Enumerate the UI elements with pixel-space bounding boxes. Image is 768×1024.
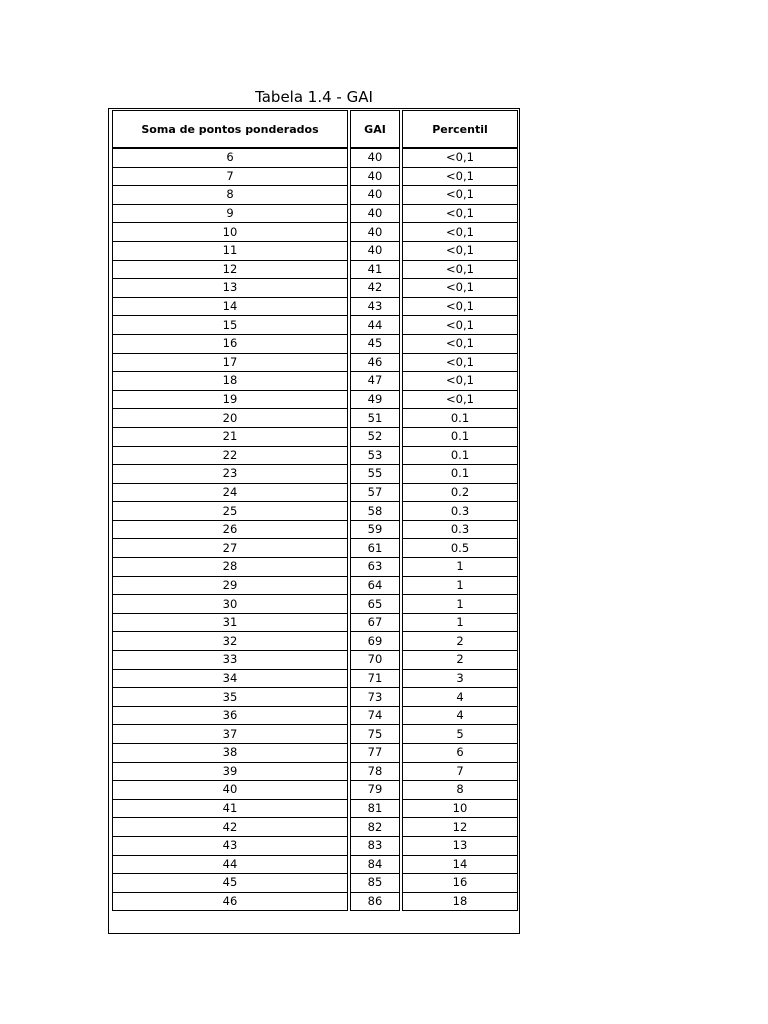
soma-cell: 40: [112, 781, 348, 800]
table-row: [112, 242, 518, 261]
percentil-cell: 1: [402, 577, 518, 596]
percentil-cell: <0,1: [402, 148, 518, 168]
soma-cell: 31: [112, 614, 348, 633]
table-row: [112, 447, 518, 466]
gai-cell: 70: [350, 651, 400, 670]
gai-cell: 74: [350, 707, 400, 726]
table-row: [112, 148, 518, 168]
soma-cell: 19: [112, 391, 348, 410]
percentil-cell: 0.1: [402, 428, 518, 447]
gai-cell: 45: [350, 335, 400, 354]
soma-cell: 9: [112, 205, 348, 224]
table-row: [112, 316, 518, 335]
gai-cell: 52: [350, 428, 400, 447]
percentil-cell: 12: [402, 818, 518, 837]
soma-cell: 26: [112, 521, 348, 540]
gai-cell: 61: [350, 539, 400, 558]
gai-cell: 67: [350, 614, 400, 633]
gai-cell: 40: [350, 186, 400, 205]
soma-cell: 13: [112, 279, 348, 298]
table-row: [112, 670, 518, 689]
table-row: [112, 409, 518, 428]
table-row: [112, 279, 518, 298]
percentil-cell: 1: [402, 614, 518, 633]
percentil-cell: 4: [402, 707, 518, 726]
gai-cell: 57: [350, 484, 400, 503]
table-row: [112, 484, 518, 503]
gai-cell: 40: [350, 223, 400, 242]
gai-cell: 44: [350, 316, 400, 335]
table-row: [112, 651, 518, 670]
percentil-cell: 7: [402, 763, 518, 782]
soma-cell: 36: [112, 707, 348, 726]
gai-cell: 71: [350, 670, 400, 689]
gai-cell: 41: [350, 261, 400, 280]
gai-cell: 82: [350, 818, 400, 837]
gai-cell: 53: [350, 447, 400, 466]
soma-cell: 12: [112, 261, 348, 280]
soma-cell: 16: [112, 335, 348, 354]
gai-cell: 40: [350, 148, 400, 168]
soma-cell: 43: [112, 837, 348, 856]
table-header-row: [112, 110, 518, 148]
table-body: [112, 148, 518, 911]
percentil-cell: 0.3: [402, 502, 518, 521]
percentil-cell: <0,1: [402, 316, 518, 335]
percentil-cell: 1: [402, 558, 518, 577]
soma-cell: 29: [112, 577, 348, 596]
table-row: [112, 465, 518, 484]
header-soma: Soma de pontos ponderados: [112, 110, 348, 148]
table-row: [112, 186, 518, 205]
percentil-cell: 1: [402, 595, 518, 614]
gai-cell: 40: [350, 242, 400, 261]
table-row: [112, 632, 518, 651]
percentil-cell: 0.1: [402, 447, 518, 466]
table-row: [112, 223, 518, 242]
table-row: [112, 577, 518, 596]
percentil-cell: 0.2: [402, 484, 518, 503]
table-row: [112, 781, 518, 800]
table-row: [112, 818, 518, 837]
soma-cell: 46: [112, 893, 348, 912]
gai-cell: 42: [350, 279, 400, 298]
table-row: [112, 595, 518, 614]
percentil-cell: 2: [402, 632, 518, 651]
soma-cell: 25: [112, 502, 348, 521]
gai-cell: 55: [350, 465, 400, 484]
table-row: [112, 428, 518, 447]
soma-cell: 20: [112, 409, 348, 428]
percentil-cell: <0,1: [402, 279, 518, 298]
percentil-cell: 4: [402, 688, 518, 707]
percentil-cell: 3: [402, 670, 518, 689]
percentil-cell: 13: [402, 837, 518, 856]
soma-cell: 28: [112, 558, 348, 577]
header-percentil: Percentil: [402, 110, 518, 148]
percentil-cell: 0.3: [402, 521, 518, 540]
soma-cell: 18: [112, 372, 348, 391]
gai-cell: 78: [350, 763, 400, 782]
table-title: Tabela 1.4 - GAI: [255, 88, 373, 106]
soma-cell: 14: [112, 298, 348, 317]
percentil-cell: <0,1: [402, 391, 518, 410]
table-row: [112, 261, 518, 280]
gai-cell: 75: [350, 725, 400, 744]
percentil-cell: <0,1: [402, 261, 518, 280]
gai-cell: 40: [350, 205, 400, 224]
table-row: [112, 893, 518, 912]
table-row: [112, 205, 518, 224]
soma-cell: 38: [112, 744, 348, 763]
table-row: [112, 614, 518, 633]
gai-cell: 84: [350, 856, 400, 875]
percentil-cell: <0,1: [402, 335, 518, 354]
percentil-cell: 6: [402, 744, 518, 763]
soma-cell: 10: [112, 223, 348, 242]
soma-cell: 8: [112, 186, 348, 205]
table-row: [112, 688, 518, 707]
percentil-cell: <0,1: [402, 298, 518, 317]
percentil-cell: 2: [402, 651, 518, 670]
gai-cell: 51: [350, 409, 400, 428]
table-row: [112, 874, 518, 893]
table-row: [112, 298, 518, 317]
gai-cell: 46: [350, 354, 400, 373]
percentil-cell: <0,1: [402, 168, 518, 187]
soma-cell: 41: [112, 800, 348, 819]
table-row: [112, 856, 518, 875]
soma-cell: 35: [112, 688, 348, 707]
percentil-cell: 0.1: [402, 465, 518, 484]
percentil-cell: 14: [402, 856, 518, 875]
gai-cell: 40: [350, 168, 400, 187]
table-row: [112, 558, 518, 577]
soma-cell: 7: [112, 168, 348, 187]
gai-cell: 69: [350, 632, 400, 651]
table-row: [112, 725, 518, 744]
soma-cell: 24: [112, 484, 348, 503]
table-row: [112, 521, 518, 540]
gai-cell: 47: [350, 372, 400, 391]
gai-cell: 81: [350, 800, 400, 819]
table-row: [112, 707, 518, 726]
soma-cell: 37: [112, 725, 348, 744]
gai-cell: 43: [350, 298, 400, 317]
table-row: [112, 335, 518, 354]
percentil-cell: <0,1: [402, 372, 518, 391]
percentil-cell: <0,1: [402, 223, 518, 242]
gai-cell: 85: [350, 874, 400, 893]
table-row: [112, 502, 518, 521]
table-row: [112, 372, 518, 391]
soma-cell: 32: [112, 632, 348, 651]
soma-cell: 44: [112, 856, 348, 875]
soma-cell: 23: [112, 465, 348, 484]
soma-cell: 15: [112, 316, 348, 335]
soma-cell: 11: [112, 242, 348, 261]
percentil-cell: 5: [402, 725, 518, 744]
soma-cell: 27: [112, 539, 348, 558]
gai-cell: 77: [350, 744, 400, 763]
soma-cell: 34: [112, 670, 348, 689]
soma-cell: 45: [112, 874, 348, 893]
table-row: [112, 354, 518, 373]
soma-cell: 6: [112, 148, 348, 168]
soma-cell: 39: [112, 763, 348, 782]
table-row: [112, 168, 518, 187]
gai-cell: 79: [350, 781, 400, 800]
header-gai: GAI: [350, 110, 400, 148]
percentil-cell: <0,1: [402, 205, 518, 224]
table-row: [112, 800, 518, 819]
gai-cell: 86: [350, 893, 400, 912]
gai-cell: 83: [350, 837, 400, 856]
table-row: [112, 539, 518, 558]
soma-cell: 21: [112, 428, 348, 447]
percentil-cell: 0.5: [402, 539, 518, 558]
percentil-cell: 8: [402, 781, 518, 800]
gai-cell: 65: [350, 595, 400, 614]
gai-cell: 49: [350, 391, 400, 410]
table-row: [112, 837, 518, 856]
table-row: [112, 391, 518, 410]
percentil-cell: 16: [402, 874, 518, 893]
percentil-cell: <0,1: [402, 186, 518, 205]
percentil-cell: <0,1: [402, 354, 518, 373]
percentil-cell: <0,1: [402, 242, 518, 261]
gai-cell: 58: [350, 502, 400, 521]
gai-cell: 59: [350, 521, 400, 540]
percentil-cell: 18: [402, 893, 518, 912]
table-row: [112, 744, 518, 763]
percentil-cell: 10: [402, 800, 518, 819]
soma-cell: 17: [112, 354, 348, 373]
gai-cell: 64: [350, 577, 400, 596]
table-row: [112, 763, 518, 782]
gai-cell: 73: [350, 688, 400, 707]
gai-table: [110, 110, 520, 911]
soma-cell: 30: [112, 595, 348, 614]
percentil-cell: 0.1: [402, 409, 518, 428]
soma-cell: 33: [112, 651, 348, 670]
soma-cell: 42: [112, 818, 348, 837]
gai-cell: 63: [350, 558, 400, 577]
soma-cell: 22: [112, 447, 348, 466]
